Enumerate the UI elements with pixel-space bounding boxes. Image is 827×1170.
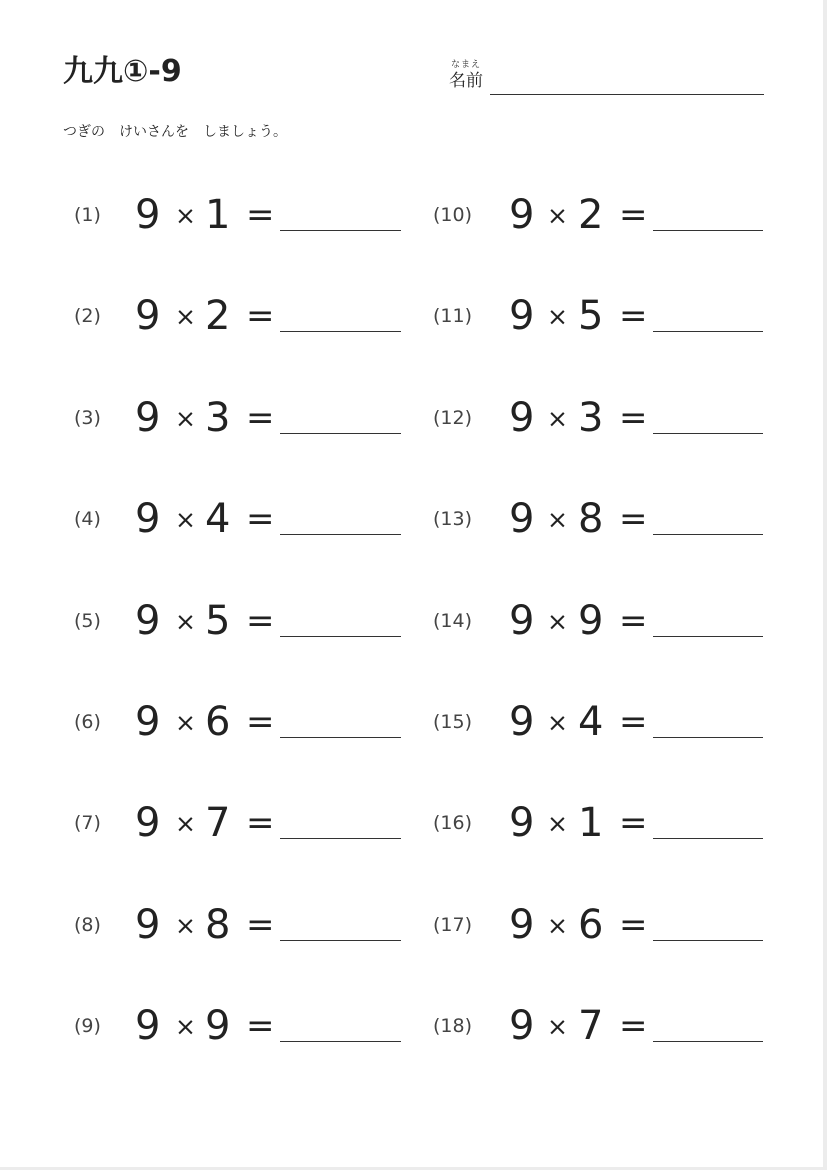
multiplier: 3 bbox=[205, 395, 231, 441]
answer-blank[interactable] bbox=[653, 940, 763, 941]
times-sign: × bbox=[175, 302, 196, 331]
equals-sign: = bbox=[246, 296, 275, 336]
multiplicand: 9 bbox=[135, 902, 161, 948]
multiplier: 1 bbox=[205, 192, 231, 238]
equals-sign: = bbox=[619, 296, 648, 336]
problem-item bbox=[433, 697, 773, 747]
multiplier: 3 bbox=[578, 395, 604, 441]
problem-item bbox=[433, 190, 773, 240]
times-sign: × bbox=[175, 809, 196, 838]
problem-number: (4) bbox=[74, 508, 101, 530]
equals-sign: = bbox=[619, 702, 648, 742]
problem-number: (6) bbox=[74, 711, 101, 733]
problem-item bbox=[74, 291, 414, 341]
problem-number: (11) bbox=[433, 305, 473, 327]
answer-blank[interactable] bbox=[653, 331, 763, 332]
answer-blank[interactable] bbox=[653, 737, 763, 738]
problem-number: (7) bbox=[74, 812, 101, 834]
answer-blank[interactable] bbox=[653, 1041, 763, 1042]
problem-item bbox=[74, 190, 414, 240]
equals-sign: = bbox=[619, 195, 648, 235]
times-sign: × bbox=[547, 607, 568, 636]
multiplier: 5 bbox=[205, 598, 231, 644]
equals-sign: = bbox=[246, 195, 275, 235]
times-sign: × bbox=[547, 809, 568, 838]
answer-blank[interactable] bbox=[653, 230, 763, 231]
answer-blank[interactable] bbox=[280, 1041, 401, 1042]
multiplicand: 9 bbox=[135, 1003, 161, 1049]
answer-blank[interactable] bbox=[653, 838, 763, 839]
problem-number: (15) bbox=[433, 711, 473, 733]
times-sign: × bbox=[175, 1012, 196, 1041]
problem-number: (10) bbox=[433, 204, 473, 226]
problem-number: (16) bbox=[433, 812, 473, 834]
answer-blank[interactable] bbox=[653, 433, 763, 434]
answer-blank[interactable] bbox=[653, 534, 763, 535]
multiplicand: 9 bbox=[509, 1003, 535, 1049]
multiplier: 6 bbox=[205, 699, 231, 745]
multiplicand: 9 bbox=[509, 800, 535, 846]
problem-number: (5) bbox=[74, 610, 101, 632]
times-sign: × bbox=[175, 404, 196, 433]
worksheet-title: 九九①-9 bbox=[63, 54, 182, 89]
answer-blank[interactable] bbox=[280, 940, 401, 941]
problem-number: (9) bbox=[74, 1015, 101, 1037]
equals-sign: = bbox=[246, 702, 275, 742]
multiplicand: 9 bbox=[135, 699, 161, 745]
answer-blank[interactable] bbox=[280, 636, 401, 637]
answer-blank[interactable] bbox=[280, 534, 401, 535]
multiplier: 8 bbox=[205, 902, 231, 948]
times-sign: × bbox=[175, 607, 196, 636]
times-sign: × bbox=[547, 911, 568, 940]
answer-blank[interactable] bbox=[280, 331, 401, 332]
multiplier: 4 bbox=[578, 699, 604, 745]
name-label: 名前 bbox=[449, 71, 483, 91]
multiplicand: 9 bbox=[135, 800, 161, 846]
problem-item bbox=[74, 900, 414, 950]
multiplicand: 9 bbox=[509, 699, 535, 745]
multiplicand: 9 bbox=[509, 293, 535, 339]
multiplicand: 9 bbox=[509, 496, 535, 542]
name-ruby: なまえ bbox=[450, 60, 481, 70]
answer-blank[interactable] bbox=[280, 737, 401, 738]
equals-sign: = bbox=[246, 398, 275, 438]
equals-sign: = bbox=[619, 905, 648, 945]
multiplicand: 9 bbox=[509, 192, 535, 238]
equals-sign: = bbox=[619, 499, 648, 539]
problem-number: (12) bbox=[433, 407, 473, 429]
equals-sign: = bbox=[619, 1006, 648, 1046]
problem-number: (17) bbox=[433, 914, 473, 936]
multiplicand: 9 bbox=[509, 598, 535, 644]
times-sign: × bbox=[175, 201, 196, 230]
times-sign: × bbox=[547, 708, 568, 737]
times-sign: × bbox=[175, 505, 196, 534]
problem-item bbox=[74, 393, 414, 443]
equals-sign: = bbox=[246, 803, 275, 843]
answer-blank[interactable] bbox=[280, 230, 401, 231]
times-sign: × bbox=[547, 201, 568, 230]
multiplier: 9 bbox=[578, 598, 604, 644]
instruction-text: つぎの けいさんを しましょう。 bbox=[63, 124, 287, 140]
multiplier: 4 bbox=[205, 496, 231, 542]
multiplicand: 9 bbox=[509, 902, 535, 948]
problem-item bbox=[433, 596, 773, 646]
equals-sign: = bbox=[619, 398, 648, 438]
multiplier: 9 bbox=[205, 1003, 231, 1049]
multiplicand: 9 bbox=[135, 496, 161, 542]
problem-number: (3) bbox=[74, 407, 101, 429]
multiplier: 1 bbox=[578, 800, 604, 846]
equals-sign: = bbox=[619, 601, 648, 641]
times-sign: × bbox=[547, 404, 568, 433]
times-sign: × bbox=[547, 1012, 568, 1041]
times-sign: × bbox=[175, 708, 196, 737]
problem-number: (8) bbox=[74, 914, 101, 936]
equals-sign: = bbox=[246, 905, 275, 945]
equals-sign: = bbox=[246, 1006, 275, 1046]
multiplier: 7 bbox=[205, 800, 231, 846]
problem-item bbox=[74, 798, 414, 848]
problem-item bbox=[433, 494, 773, 544]
multiplier: 2 bbox=[578, 192, 604, 238]
problem-item bbox=[433, 798, 773, 848]
problem-number: (13) bbox=[433, 508, 473, 530]
multiplier: 2 bbox=[205, 293, 231, 339]
multiplicand: 9 bbox=[509, 395, 535, 441]
problem-item bbox=[433, 291, 773, 341]
problem-number: (18) bbox=[433, 1015, 473, 1037]
answer-blank[interactable] bbox=[280, 433, 401, 434]
problem-item bbox=[433, 900, 773, 950]
problem-item bbox=[433, 1001, 773, 1051]
times-sign: × bbox=[175, 911, 196, 940]
problem-number: (14) bbox=[433, 610, 473, 632]
problem-item bbox=[74, 596, 414, 646]
problem-item bbox=[74, 1001, 414, 1051]
multiplicand: 9 bbox=[135, 598, 161, 644]
problem-number: (2) bbox=[74, 305, 101, 327]
multiplier: 6 bbox=[578, 902, 604, 948]
answer-blank[interactable] bbox=[280, 838, 401, 839]
times-sign: × bbox=[547, 302, 568, 331]
multiplier: 8 bbox=[578, 496, 604, 542]
multiplier: 5 bbox=[578, 293, 604, 339]
problem-item bbox=[433, 393, 773, 443]
multiplicand: 9 bbox=[135, 293, 161, 339]
multiplier: 7 bbox=[578, 1003, 604, 1049]
multiplicand: 9 bbox=[135, 395, 161, 441]
problem-item bbox=[74, 494, 414, 544]
problem-item bbox=[74, 697, 414, 747]
answer-blank[interactable] bbox=[653, 636, 763, 637]
equals-sign: = bbox=[246, 601, 275, 641]
times-sign: × bbox=[547, 505, 568, 534]
multiplicand: 9 bbox=[135, 192, 161, 238]
problem-number: (1) bbox=[74, 204, 101, 226]
equals-sign: = bbox=[619, 803, 648, 843]
equals-sign: = bbox=[246, 499, 275, 539]
